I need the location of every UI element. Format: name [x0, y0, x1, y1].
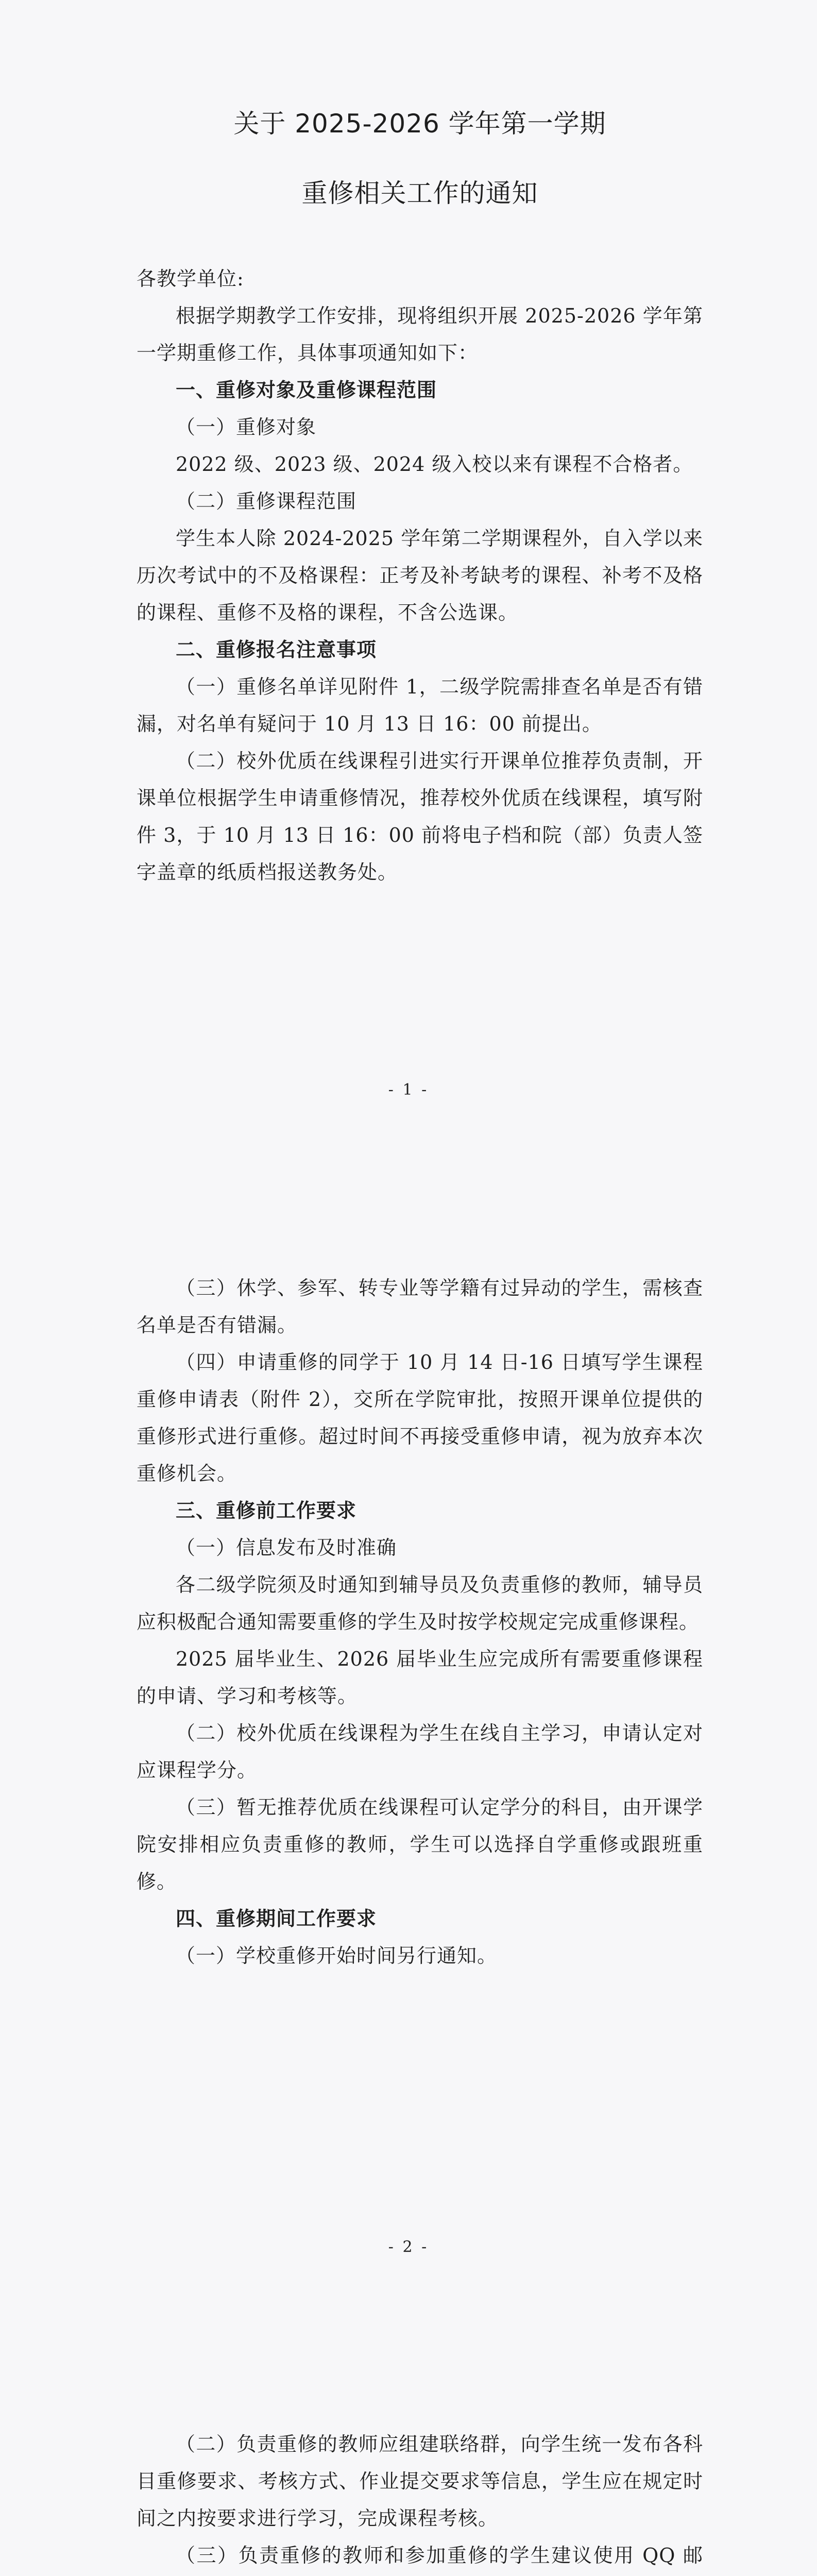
paragraph: （二）负责重修的教师应组建联络群，向学生统一发布各科目重修要求、考核方式、作业提交要求等信息，学生应在规定时间之内按要求进行学习，完成课程考核。 [137, 2433, 703, 2530]
paragraph: （三）休学、参军、转专业等学籍有过异动的学生，需核查名单是否有错漏。 [137, 1277, 703, 1336]
paragraph: （一）重修名单详见附件 1，二级学院需排查名单是否有错漏，对名单有疑问于 10 月 13 日 16：00 前提出。 [137, 675, 703, 735]
paragraph: （二）重修课程范围 [176, 490, 357, 513]
page-2-content [137, 1269, 703, 1974]
paragraph: 2025 届毕业生、2026 届毕业生应完成所有需要重修课程的申请、学习和考核等。 [137, 1648, 703, 1707]
section-heading: 四、重修期间工作要求 [176, 1907, 377, 1930]
paragraph: （三）负责重修的教师和参加重修的学生建议使用 QQ 邮 [176, 2544, 703, 2567]
paragraph: （一）信息发布及时准确 [176, 1536, 397, 1559]
paragraph: 根据学期教学工作安排，现将组织开展 2025-2026 学年第一学期重修工作，具体事项通知如下： [137, 304, 703, 364]
paragraph: （一）重修对象 [176, 416, 317, 438]
page-3 [0, 2312, 817, 2576]
section-heading: 二、重修报名注意事项 [176, 638, 377, 661]
paragraph: （四）申请重修的同学于 10 月 14 日-16 日填写学生课程重修申请表（附件 2），交所在学院审批，按照开课单位提供的重修形式进行重修。超过时间不再接受重修申请，视为放弃本次重修机会。 [137, 1351, 703, 1485]
title-line-1: 关于 2025-2026 学年第一学期 [233, 109, 606, 139]
paragraph: （三）暂无推荐优质在线课程可认定学分的科目，由开课学院安排相应负责重修的教师，学生可以选择自学重修或跟班重修。 [137, 1796, 703, 1893]
page-2 [0, 1156, 817, 2312]
section-heading: 一、重修对象及重修课程范围 [176, 379, 437, 401]
paragraph: 2022 级、2023 级、2024 级入校以来有课程不合格者。 [176, 453, 693, 476]
page-number: - 1 - [388, 1081, 429, 1099]
page-3-content [137, 2426, 703, 2576]
section-heading: 三、重修前工作要求 [176, 1499, 357, 1522]
paragraph: （二）校外优质在线课程引进实行开课单位推荐负责制，开课单位根据学生申请重修情况，推荐校外优质在线课程，填写附件 3，于 10 月 13 日 16：00 前将电子档和院（部）负责人签字盖章的纸质档报送教务处。 [137, 750, 703, 884]
page-1 [0, 0, 817, 1156]
page-number: - 2 - [388, 2238, 429, 2256]
salutation: 各教学单位: [137, 267, 244, 290]
title-line-2: 重修相关工作的通知 [301, 178, 538, 208]
page-1-content [137, 111, 703, 891]
paragraph: 各二级学院须及时通知到辅导员及负责重修的教师，辅导员应积极配合通知需要重修的学生及时按学校规定完成重修课程。 [137, 1573, 703, 1633]
paragraph: 学生本人除 2024-2025 学年第二学期课程外，自入学以来历次考试中的不及格课程：正考及补考缺考的课程、补考不及格的课程、重修不及格的课程，不含公选课。 [137, 527, 703, 624]
paragraph: （一）学校重修开始时间另行通知。 [176, 1944, 498, 1967]
paragraph: （二）校外优质在线课程为学生在线自主学习，申请认定对应课程学分。 [137, 1722, 703, 1782]
